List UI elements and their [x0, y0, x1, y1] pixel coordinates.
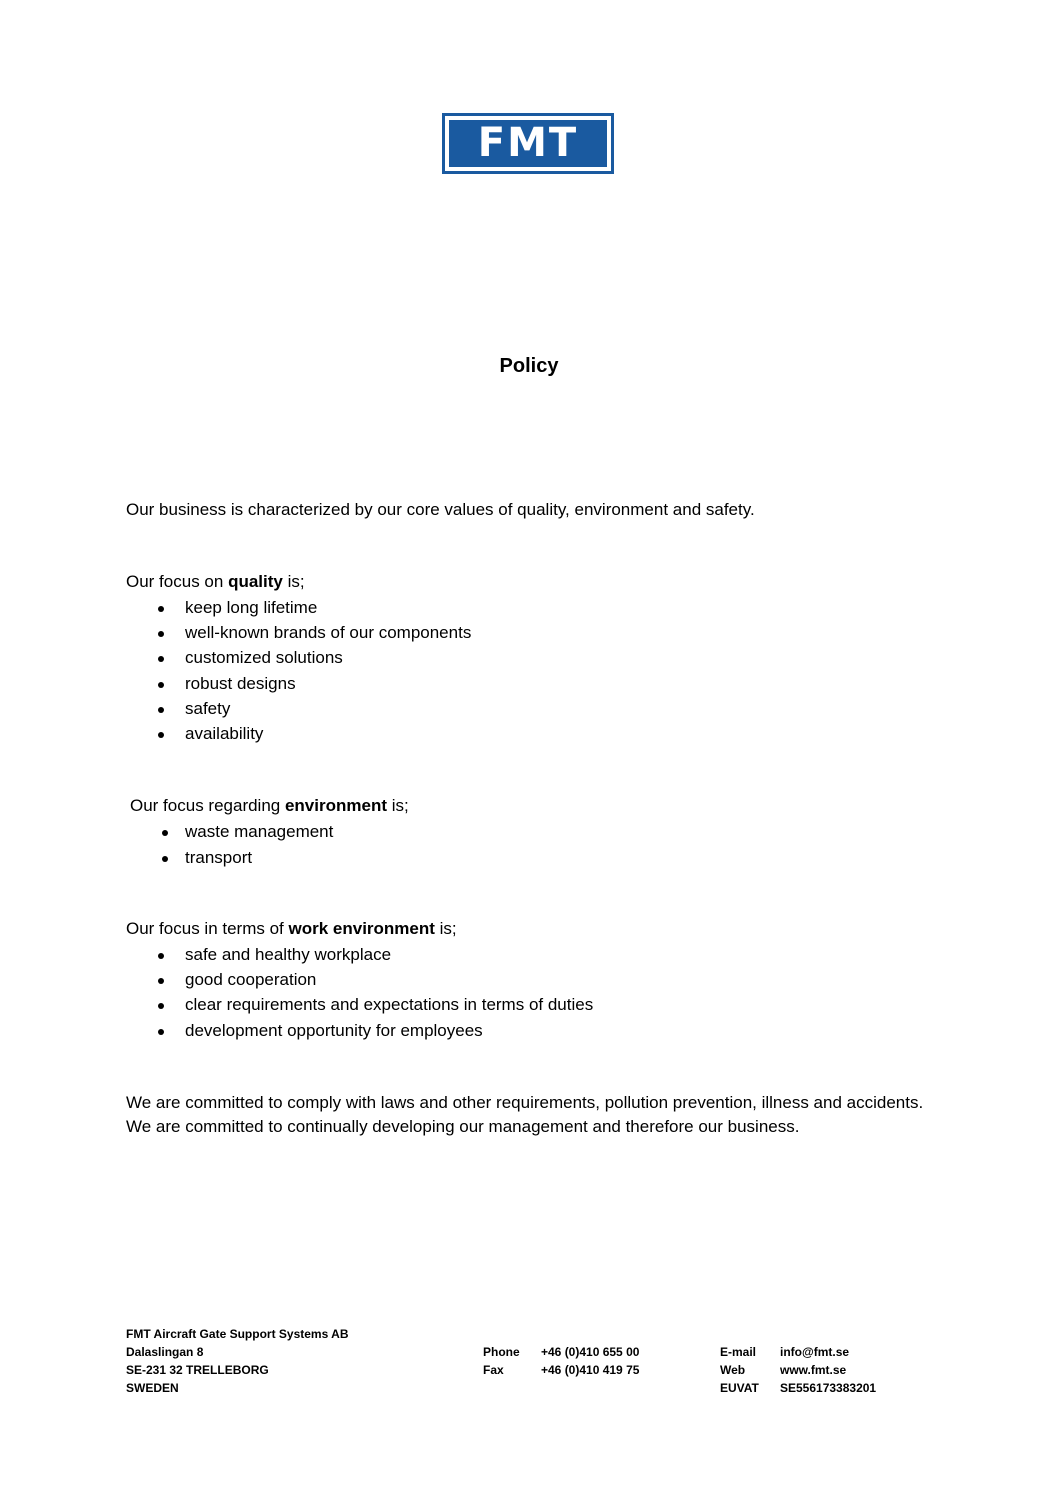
- list-item-text: keep long lifetime: [185, 598, 318, 617]
- bullet-icon: [158, 953, 164, 959]
- footer-contact-labels: [720, 1343, 759, 1397]
- footer-fax-label: Fax: [483, 1363, 504, 1377]
- work-environment-heading: [126, 917, 457, 941]
- quality-heading: [126, 570, 305, 594]
- footer-email: info@fmt.se: [780, 1345, 850, 1359]
- closing-paragraph: We are committed to comply with laws and other requirements, pollution prevention, illness and accidents. We are committed to continually developing our management and therefore our business.: [126, 1093, 924, 1136]
- footer-email-label: E-mail: [720, 1345, 757, 1359]
- footer-country: SWEDEN: [126, 1381, 179, 1395]
- footer-vat: SE556173383201: [780, 1381, 877, 1395]
- footer-phone-labels: [483, 1343, 520, 1379]
- list-item-text: clear requirements and expectations in terms of duties: [185, 995, 594, 1015]
- list-item: [126, 621, 471, 646]
- intro-paragraph: Our business is characterized by our core values of quality, environment and safety.: [126, 500, 755, 519]
- footer-street: Dalaslingan 8: [126, 1345, 204, 1359]
- list-item-text: transport: [185, 848, 253, 867]
- list-item-text: safe and healthy workplace: [185, 945, 392, 964]
- bullet-icon: [158, 978, 164, 984]
- environment-heading-suffix: is;: [387, 796, 409, 815]
- list-item-text: robust designs: [185, 673, 296, 693]
- bullet-icon: [162, 856, 168, 862]
- bullet-icon: [158, 1029, 164, 1035]
- company-logo: [442, 113, 614, 174]
- bullet-icon: [158, 732, 164, 738]
- list-item-text: waste management: [185, 822, 334, 841]
- bullet-icon: [162, 830, 168, 836]
- list-item-text: availability: [185, 723, 264, 743]
- list-item: [126, 993, 593, 1018]
- list-item-text: development opportunity for employees: [185, 1020, 483, 1040]
- work-environment-heading-prefix: Our focus in terms of: [126, 919, 289, 938]
- list-item: [126, 968, 593, 993]
- footer-phone: +46 (0)410 655 00: [541, 1345, 640, 1359]
- bullet-icon: [158, 656, 164, 662]
- bullet-icon: [158, 1003, 164, 1009]
- list-item: [126, 596, 471, 621]
- quality-heading-prefix: Our focus on: [126, 572, 229, 591]
- list-item-text: customized solutions: [185, 648, 343, 668]
- environment-list: [126, 820, 333, 872]
- work-environment-heading-suffix: is;: [434, 919, 457, 938]
- footer-city: SE-231 32 TRELLEBORG: [126, 1363, 269, 1377]
- footer-company: FMT Aircraft Gate Support Systems AB: [126, 1327, 349, 1341]
- work-environment-list: [126, 943, 593, 1044]
- list-item: [126, 820, 333, 846]
- environment-heading-prefix: Our focus regarding: [130, 796, 285, 815]
- work-environment-heading-keyword: work environment: [288, 919, 435, 938]
- bullet-icon: [158, 707, 164, 713]
- bullet-icon: [158, 606, 164, 612]
- list-item: [126, 1019, 593, 1044]
- page-title: Policy: [499, 355, 559, 377]
- environment-heading-keyword: environment: [284, 796, 387, 815]
- list-item: [126, 646, 471, 671]
- footer-address: [126, 1325, 348, 1397]
- list-item-text: safety: [185, 698, 231, 718]
- footer-web: www.fmt.se: [780, 1363, 847, 1377]
- footer-fax: +46 (0)410 419 75: [541, 1363, 640, 1377]
- bullet-icon: [158, 682, 164, 688]
- list-item: [126, 722, 471, 747]
- footer-contact-values: [780, 1343, 876, 1397]
- list-item-text: good cooperation: [185, 970, 317, 990]
- quality-heading-suffix: is;: [282, 572, 305, 591]
- environment-heading: [130, 794, 409, 818]
- footer-phone-values: [541, 1343, 639, 1379]
- footer-vat-label: EUVAT: [720, 1381, 759, 1395]
- list-item: [126, 943, 593, 968]
- quality-heading-keyword: quality: [228, 572, 283, 591]
- footer-web-label: Web: [720, 1363, 746, 1377]
- footer-phone-label: Phone: [483, 1345, 520, 1359]
- list-item-text: well-known brands of our components: [185, 623, 472, 643]
- bullet-icon: [158, 631, 164, 637]
- list-item: [126, 846, 333, 872]
- list-item: [126, 672, 471, 697]
- quality-list: [126, 596, 471, 747]
- logo-text: FMT: [449, 120, 607, 167]
- list-item: [126, 697, 471, 722]
